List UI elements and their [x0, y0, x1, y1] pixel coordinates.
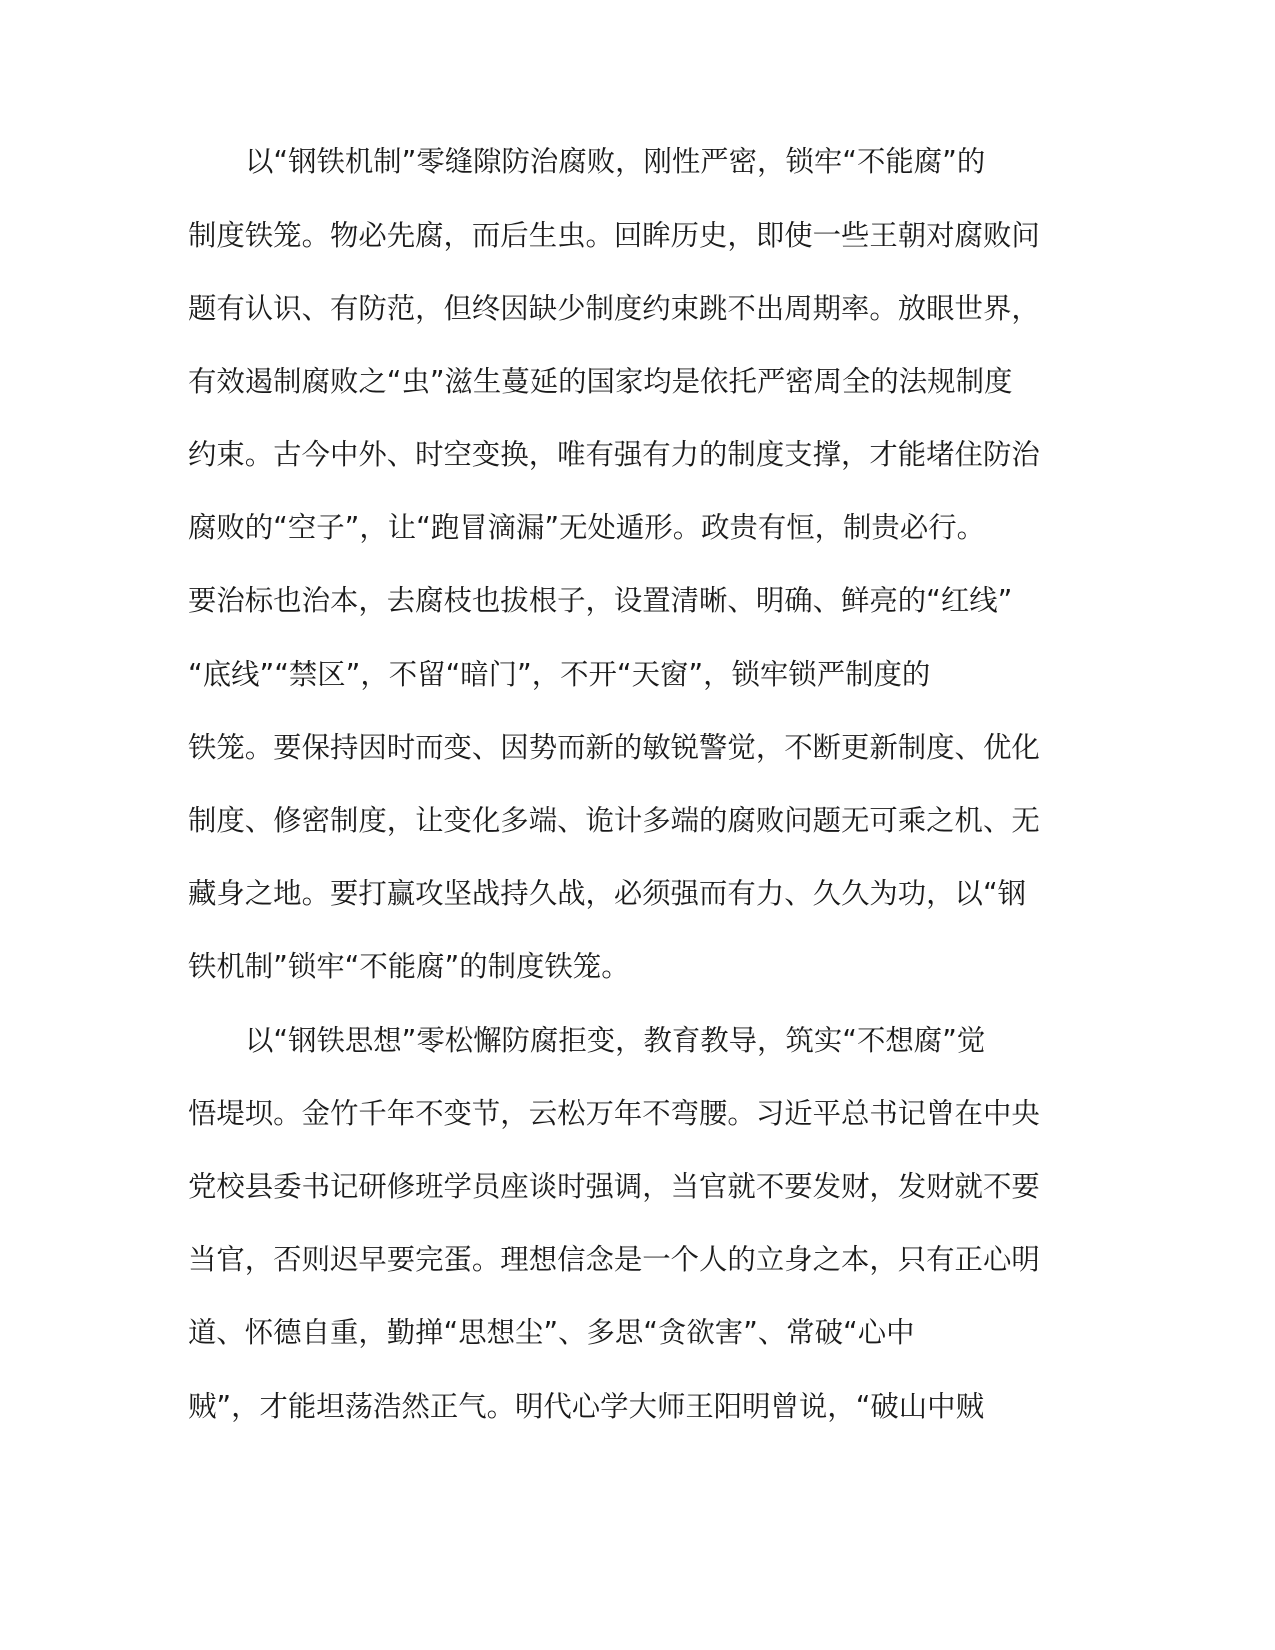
paragraph-1-line-11: 藏身之地。要打赢攻坚战持久战，必须强而有力、久久为功，以“钢: [188, 877, 1027, 910]
paragraph-1-line-5: 约束。古今中外、时空变换，唯有强有力的制度支撑，才能堵住防治: [188, 438, 1040, 471]
paragraph-1-line-6: 腐败的“空子”，让“跑冒滴漏”无处遁形。政贵有恒，制贵必行。: [188, 511, 985, 544]
paragraph-1-line-7: 要治标也治本，去腐枝也拔根子，设置清晰、明确、鲜亮的“红线”: [188, 584, 1013, 617]
paragraph-1-line-12: 铁机制”锁牢“不能腐”的制度铁笼。: [188, 950, 630, 983]
paragraph-2-line-4: 当官，否则迟早要完蛋。理想信念是一个人的立身之本，只有正心明: [188, 1243, 1040, 1276]
paragraph-1-line-4: 有效遏制腐败之“虫”滋生蔓延的国家均是依托严密周全的法规制度: [188, 365, 1013, 398]
paragraph-2-line-2: 悟堤坝。金竹千年不变节，云松万年不弯腰。习近平总书记曾在中央: [188, 1097, 1040, 1130]
paragraph-1-line-2: 制度铁笼。物必先腐，而后生虫。回眸历史，即使一些王朝对腐败问: [188, 219, 1040, 252]
paragraph-1-line-10: 制度、修密制度，让变化多端、诡计多端的腐败问题无可乘之机、无: [188, 804, 1040, 837]
paragraph-2-line-6: 贼”，才能坦荡浩然正气。明代心学大师王阳明曾说，“破山中贼: [188, 1390, 984, 1423]
paragraph-2-line-3: 党校县委书记研修班学员座谈时强调，当官就不要发财，发财就不要: [188, 1170, 1040, 1203]
paragraph-1-line-3: 题有认识、有防范，但终因缺少制度约束跳不出周期率。放眼世界，: [188, 292, 1040, 325]
paragraph-2-line-5: 道、怀德自重，勤掸“思想尘”、多思“贪欲害”、常破“心中: [188, 1316, 915, 1349]
paragraph-1-line-9: 铁笼。要保持因时而变、因势而新的敏锐警觉，不断更新制度、优化: [188, 731, 1040, 764]
paragraph-1-line-8: “底线”“禁区”，不留“暗门”，不开“天窗”，锁牢锁严制度的: [188, 658, 931, 691]
paragraph-1-line-1: 以“钢铁机制”零缝隙防治腐败，刚性严密，锁牢“不能腐”的: [245, 145, 986, 178]
paragraph-2-line-1: 以“钢铁思想”零松懈防腐拒变，教育教导，筑实“不想腐”觉: [245, 1024, 986, 1057]
